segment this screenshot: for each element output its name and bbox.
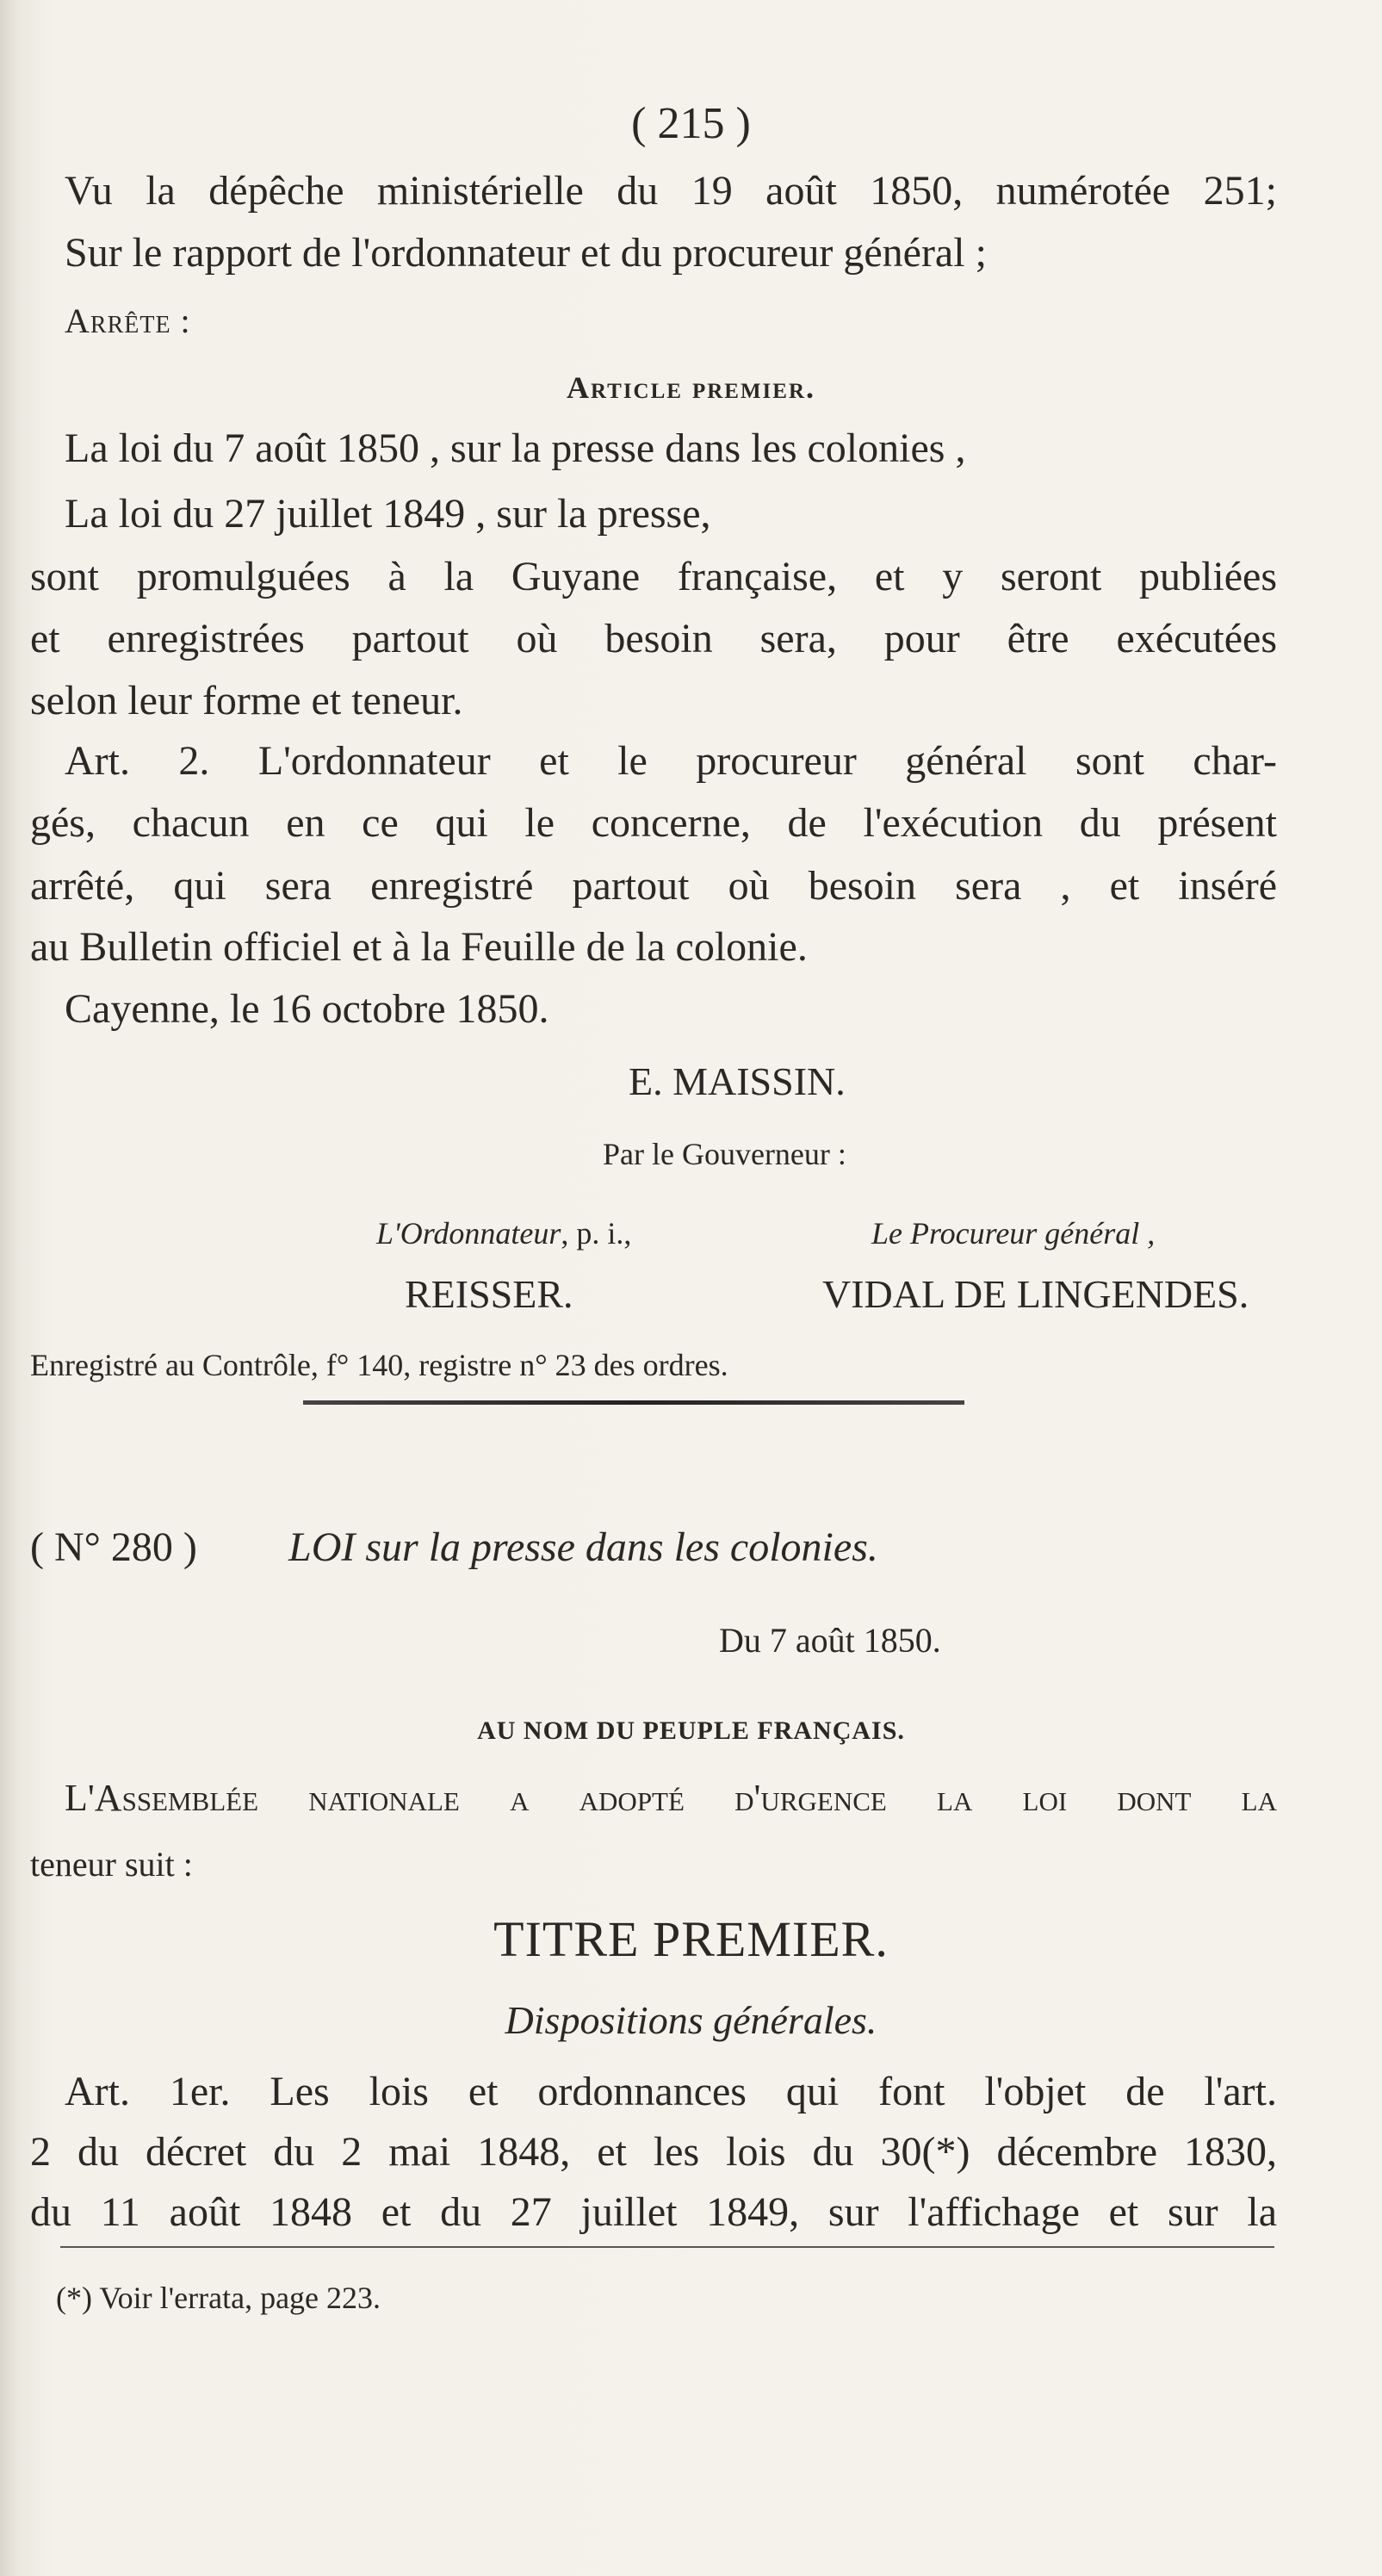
ordonnateur-title [376, 1218, 631, 1249]
section-divider [303, 1400, 964, 1405]
text-line: teneur suit : [30, 1845, 193, 1884]
ordonnateur-title-text: L'Ordonnateur [376, 1216, 561, 1251]
procureur-title: Le Procureur général , [871, 1216, 1156, 1251]
titre-heading: TITRE PREMIER. [493, 1911, 889, 1967]
preamble: AU NOM DU PEUPLE FRANÇAIS. [477, 1716, 905, 1745]
law-title: LOI sur la presse dans les colonies. [288, 1524, 878, 1570]
ordonnateur-suffix: , p. i., [561, 1216, 632, 1251]
text-line: La loi du 7 août 1850 , sur la presse dans les colonies , [65, 425, 966, 471]
law-date: Du 7 août 1850. [719, 1621, 941, 1660]
text-line: Art. 1er. Les lois et ordonnances qui font l'objet de l'art. [65, 2069, 1277, 2114]
procureur-name: VIDAL DE LINGENDES. [822, 1272, 1249, 1316]
text-line: Art. 2. L'ordonnateur et le procureur général sont char- [65, 738, 1277, 784]
footnote: (*) Voir l'errata, page 223. [56, 2281, 381, 2315]
text-line: Sur le rapport de l'ordonnateur et du procureur général ; [65, 230, 987, 276]
text-line: L'Assemblée nationale a adopté d'urgence la loi dont la [65, 1777, 1277, 1819]
date-line: Cayenne, le 16 octobre 1850. [65, 986, 549, 1032]
article-heading: Article premier. [566, 370, 816, 405]
governor-signature: E. MAISSIN. [629, 1059, 846, 1103]
text-line: gés, chacun en ce qui le concerne, de l'exécution du présent [30, 800, 1277, 846]
par-le-gouverneur: Par le Gouverneur : [603, 1137, 846, 1171]
text-line: arrêté, qui sera enregistré partout où besoin sera , et inséré [30, 863, 1277, 909]
subtitle-heading: Dispositions générales. [505, 1998, 877, 2042]
text-line: et enregistrées partout où besoin sera, pour être exécutées [30, 616, 1277, 661]
page-number: ( 215 ) [631, 99, 751, 148]
text-line: sont promulguées à la Guyane française, et y seront publiées [30, 554, 1277, 599]
arrete-heading: Arrête : [65, 301, 191, 340]
registration-line: Enregistré au Contrôle, f° 140, registre n° 23 des ordres. [30, 1348, 728, 1382]
footnote-divider [60, 2246, 1274, 2248]
text-line: Vu la dépêche ministérielle du 19 août 1850, numérotée 251; [65, 168, 1277, 214]
text-line: du 11 août 1848 et du 27 juillet 1849, sur l'affichage et sur la [30, 2189, 1277, 2235]
text-line: au Bulletin officiel et à la Feuille de la colonie. [30, 924, 808, 970]
text-line: selon leur forme et teneur. [30, 678, 463, 723]
text-line: 2 du décret du 2 mai 1848, et les lois du 30(*) décembre 1830, [30, 2129, 1277, 2175]
law-number: ( N° 280 ) [30, 1524, 197, 1570]
ordonnateur-name: REISSER. [405, 1272, 573, 1316]
text-line: La loi du 27 juillet 1849 , sur la presse, [65, 491, 711, 537]
